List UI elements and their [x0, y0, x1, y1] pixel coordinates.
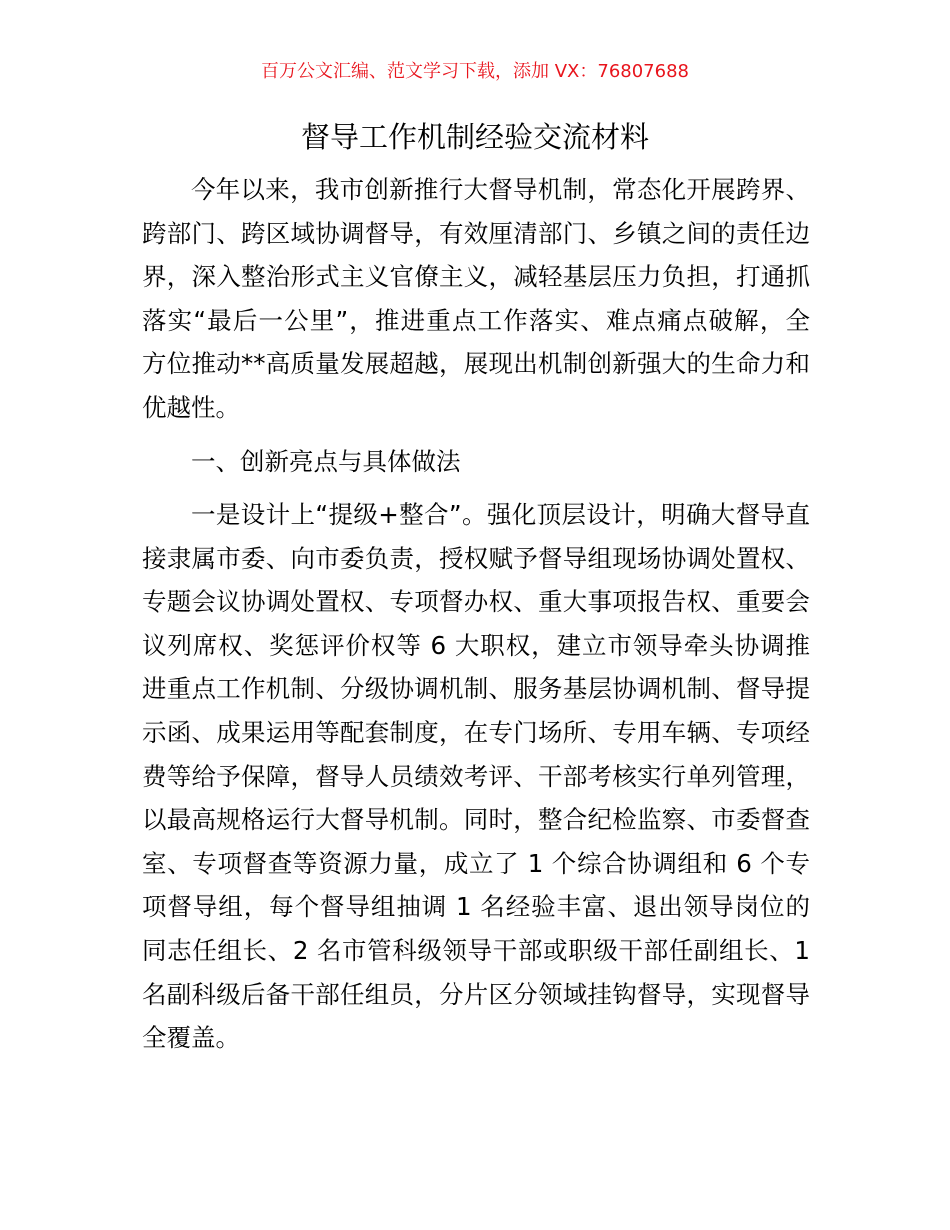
watermark-banner: 百万公文汇编、范文学习下载，添加 VX：76807688 — [261, 61, 689, 82]
document-title: 督导工作机制经验交流材料 — [300, 120, 649, 154]
text-line: 今年以来，我市创新推行大督导机制，常态化开展跨界、 — [191, 175, 810, 204]
paragraph-design — [142, 493, 810, 1060]
text-line: 名副科级后备干部任组员，分片区分领域挂钩督导，实现督导 — [142, 979, 810, 1009]
text-line: 全覆盖。 — [142, 1023, 240, 1053]
text-line: 议列席权、奖惩评价权等 6 大职权，建立市领导牵头协调推 — [142, 630, 810, 660]
text-line: 项督导组，每个督导组抽调 1 名经验丰富、退出领导岗位的 — [142, 892, 810, 922]
text-line: 一是设计上“提级+整合”。强化顶层设计，明确大督导直 — [191, 500, 810, 529]
heading-text: 一、创新亮点与具体做法 — [191, 447, 461, 476]
section-heading — [142, 440, 810, 484]
text-line: 跨部门、跨区域协调督导，有效厘清部门、乡镇之间的责任边 — [142, 218, 810, 248]
text-line: 费等给予保障，督导人员绩效考评、干部考核实行单列管理， — [142, 761, 810, 791]
text-line: 界，深入整治形式主义官僚主义，减轻基层压力负担，打通抓 — [142, 262, 810, 292]
text-line: 落实“最后一公里”，推进重点工作落实、难点痛点破解，全 — [142, 305, 810, 335]
text-line: 专题会议协调处置权、专项督办权、重大事项报告权、重要会 — [142, 587, 810, 617]
text-line: 方位推动**高质量发展超越，展现出机制创新强大的生命力和 — [142, 349, 810, 379]
text-line: 同志任组长、2 名市管科级领导干部或职级干部任副组长、1 — [142, 935, 810, 965]
text-line: 以最高规格运行大督导机制。同时，整合纪检监察、市委督查 — [142, 805, 810, 835]
text-line: 示函、成果运用等配套制度，在专门场所、专用车辆、专项经 — [142, 717, 810, 747]
text-line: 进重点工作机制、分级协调机制、服务基层协调机制、督导提 — [142, 674, 810, 704]
text-line: 室、专项督查等资源力量，成立了 1 个综合协调组和 6 个专 — [142, 848, 810, 878]
text-line: 优越性。 — [142, 392, 240, 422]
text-line: 接隶属市委、向市委负责，授权赋予督导组现场协调处置权、 — [142, 543, 810, 573]
paragraph-intro — [142, 168, 810, 430]
